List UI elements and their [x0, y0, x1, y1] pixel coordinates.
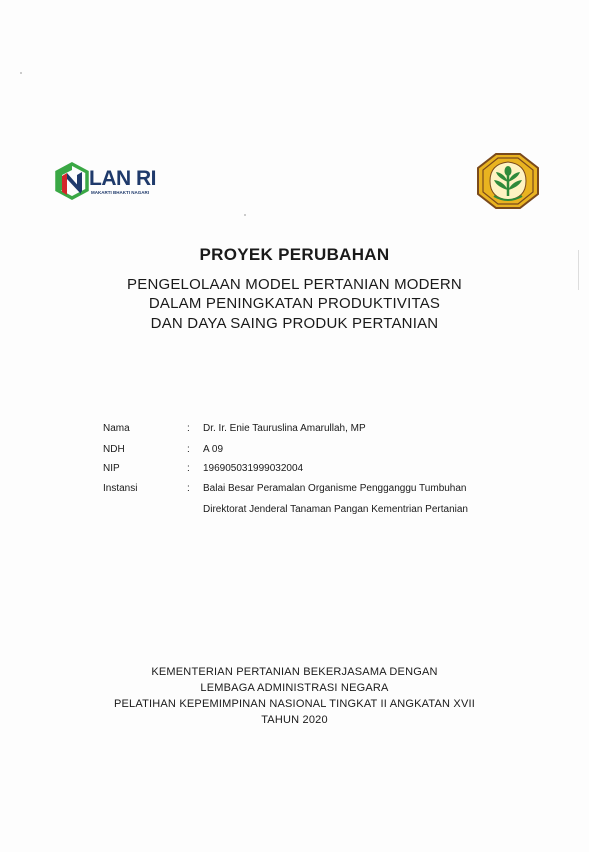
- footer-line: LEMBAGA ADMINISTRASI NEGARA: [200, 682, 389, 694]
- info-value-instansi-line2: Direktorat Jenderal Tanaman Pangan Kementrian Pertanian: [203, 504, 468, 515]
- info-separator: :: [187, 444, 190, 455]
- kementan-emblem: [476, 152, 540, 210]
- lan-ri-name: LAN RI: [89, 167, 156, 190]
- lan-ri-logo: [55, 162, 155, 204]
- info-label: Nama: [103, 423, 130, 434]
- footer-line: KEMENTERIAN PERTANIAN BEKERJASAMA DENGAN: [151, 666, 438, 678]
- document-title: PROYEK PERUBAHAN: [199, 245, 390, 264]
- subtitle-line: DALAM PENINGKATAN PRODUKTIVITAS: [148, 295, 441, 312]
- scan-speck: [20, 72, 22, 74]
- lan-ri-tagline: MAKARTI BHAKTI NAGARI: [91, 190, 149, 195]
- info-label: Instansi: [103, 483, 138, 494]
- footer-line: TAHUN 2020: [261, 714, 328, 726]
- info-value: A 09: [203, 444, 224, 455]
- kementan-emblem-icon: [476, 152, 540, 210]
- info-separator: :: [187, 423, 190, 434]
- info-value: Dr. Ir. Enie Tauruslina Amarullah, MP: [203, 423, 366, 434]
- info-value: Balai Besar Peramalan Organisme Pengganggu Tumbuhan: [203, 483, 467, 494]
- info-label: NIP: [103, 463, 120, 474]
- info-separator: :: [187, 463, 190, 474]
- footer-line: PELATIHAN KEPEMIMPINAN NASIONAL TINGKAT II ANGKATAN XVII: [113, 698, 476, 710]
- lan-ri-mark-icon: [55, 162, 89, 200]
- info-value: 196905031999032004: [203, 463, 304, 474]
- subtitle-line: DAN DAYA SAING PRODUK PERTANIAN: [150, 315, 439, 332]
- scan-speck: [244, 214, 246, 216]
- info-label: NDH: [103, 444, 125, 455]
- subtitle-line: PENGELOLAAN MODEL PERTANIAN MODERN: [127, 276, 462, 293]
- info-separator: :: [187, 483, 190, 494]
